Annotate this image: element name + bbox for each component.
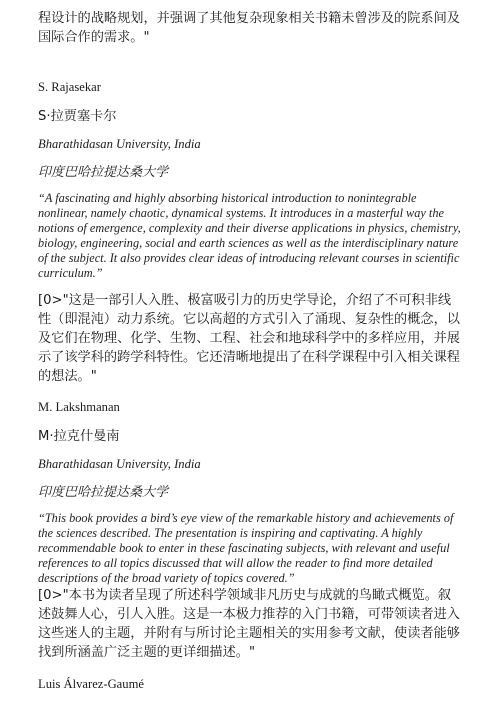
reviewer-name: S. Rajasekar	[38, 80, 101, 94]
review-quote-chinese: [0>"本书为读者呈现了所述科学领域非凡历史与成就的鸟瞰式概览。叙述鼓舞人心，引人入胜。这是一本极力推荐的入门书籍，可带领读者进入这些迷人的主题，并附有与所讨论主题相关的实用参考文献，使读者能够找到所涵盖广泛主题的更详细描述。"	[38, 588, 460, 660]
review-quote-english: “A fascinating and highly absorbing historical introduction to nonintegrable nonlinear, namely chaotic, dynamical systems. It introduces in a masterful way the notions of emergence, complexity and their diverse applications in physics, chemistry, biology, engineering, social and earth sciences as well as the interdisciplinary nature of the subject. It also provides clear ideas of introducing relevant courses in scientific curriculum.”	[38, 191, 461, 281]
reviewer-affiliation-chinese: 印度巴哈拉提达桑大学	[38, 165, 169, 180]
reviewer-name: M. Lakshmanan	[38, 400, 120, 414]
reviewer-affiliation: Bharathidasan University, India	[38, 457, 201, 471]
chinese-paragraph-continuation: 程设计的战略规划，并强调了其他复杂现象相关书籍未曾涉及的院系间及国际合作的需求。"	[38, 11, 460, 45]
review-quote-english: “This book provides a bird’s eye view of the remarkable history and achievements of the sciences described. The presentation is inspiring and captivating. A highly recommendable book to enter in these fascinating subjects, with relevant and useful references to all topics discussed that will allow the reader to find more detailed descriptions of the broad variety of topics covered.”	[38, 511, 454, 586]
reviewer-name-chinese: S·拉贾塞卡尔	[38, 109, 117, 124]
reviewer-affiliation: Bharathidasan University, India	[38, 137, 201, 151]
reviewer-name: Luis Álvarez-Gaumé	[38, 677, 144, 691]
review-quote-chinese: [0>"这是一部引人入胜、极富吸引力的历史学导论，介绍了不可积非线性（即混沌）动力系统。它以高超的方式引入了涌现、复杂性的概念，以及它们在物理、化学、生物、工程、社会和地球科学中的多样应用，并展示了该学科的跨学科特性。它还清晰地提出了在科学课程中引入相关课程的想法。"	[38, 293, 460, 384]
reviewer-affiliation-chinese: 印度巴哈拉提达桑大学	[38, 485, 169, 500]
reviewer-name-chinese: M·拉克什曼南	[38, 429, 120, 444]
